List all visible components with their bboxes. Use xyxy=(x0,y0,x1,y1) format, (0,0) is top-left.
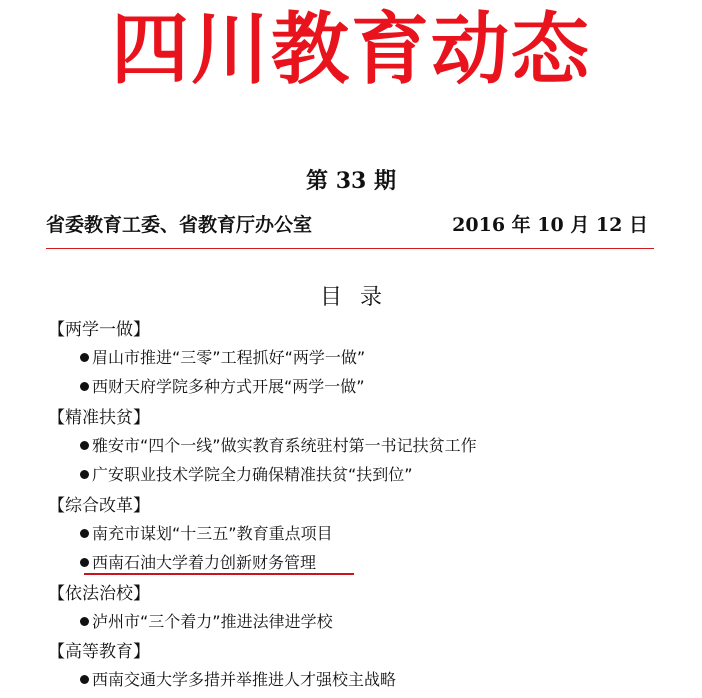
toc-item[interactable] xyxy=(80,668,396,692)
toc-section-zonghe: 【综合改革】 xyxy=(48,496,150,516)
toc-section-jingzhun: 【精准扶贫】 xyxy=(48,408,150,428)
highlight-underline xyxy=(84,573,354,575)
toc-item-label: 西财天府学院多种方式开展“两学一做” xyxy=(92,377,365,396)
bullet-icon xyxy=(80,558,89,567)
toc-item-label: 雅安市“四个一线”做实教育系统驻村第一书记扶贫工作 xyxy=(92,436,477,455)
toc-item[interactable] xyxy=(80,375,365,399)
toc-item[interactable] xyxy=(80,346,365,370)
issue-number: 第 33 期 xyxy=(306,168,396,194)
bullet-icon xyxy=(80,529,89,538)
bullet-icon xyxy=(80,353,89,362)
toc-item-highlighted[interactable] xyxy=(80,551,316,575)
toc-item[interactable] xyxy=(80,522,333,546)
bullet-icon xyxy=(80,675,89,684)
header-divider xyxy=(46,248,654,249)
bullet-icon xyxy=(80,441,89,450)
bullet-icon xyxy=(80,470,89,479)
toc-item-label: 广安职业技术学院全力确保精准扶贫“扶到位” xyxy=(92,465,413,484)
publisher-name: 省委教育工委、省教育厅办公室 xyxy=(46,214,313,236)
toc-item-label: 南充市谋划“十三五”教育重点项目 xyxy=(92,524,333,543)
toc-title: 目录 xyxy=(319,285,400,310)
toc-item[interactable] xyxy=(80,463,413,487)
toc-item-label: 泸州市“三个着力”推进法律进学校 xyxy=(92,612,333,631)
toc-item-label: 西南交通大学多措并举推进人才强校主战略 xyxy=(92,670,397,689)
issue-date: 2016 年 10 月 12 日 xyxy=(452,214,648,236)
toc-item-label: 眉山市推进“三零”工程抓好“两学一做” xyxy=(92,348,366,367)
toc-item-label: 西南石油大学着力创新财务管理 xyxy=(92,553,317,572)
bullet-icon xyxy=(80,382,89,391)
masthead-title: 四川教育动态 xyxy=(110,5,591,95)
toc-section-gaodeng: 【高等教育】 xyxy=(48,642,150,662)
bullet-icon xyxy=(80,617,89,626)
toc-section-liangxue: 【两学一做】 xyxy=(48,320,150,340)
toc-item[interactable] xyxy=(80,434,477,458)
toc-item[interactable] xyxy=(80,610,333,634)
toc-section-fazhi: 【依法治校】 xyxy=(48,584,150,604)
